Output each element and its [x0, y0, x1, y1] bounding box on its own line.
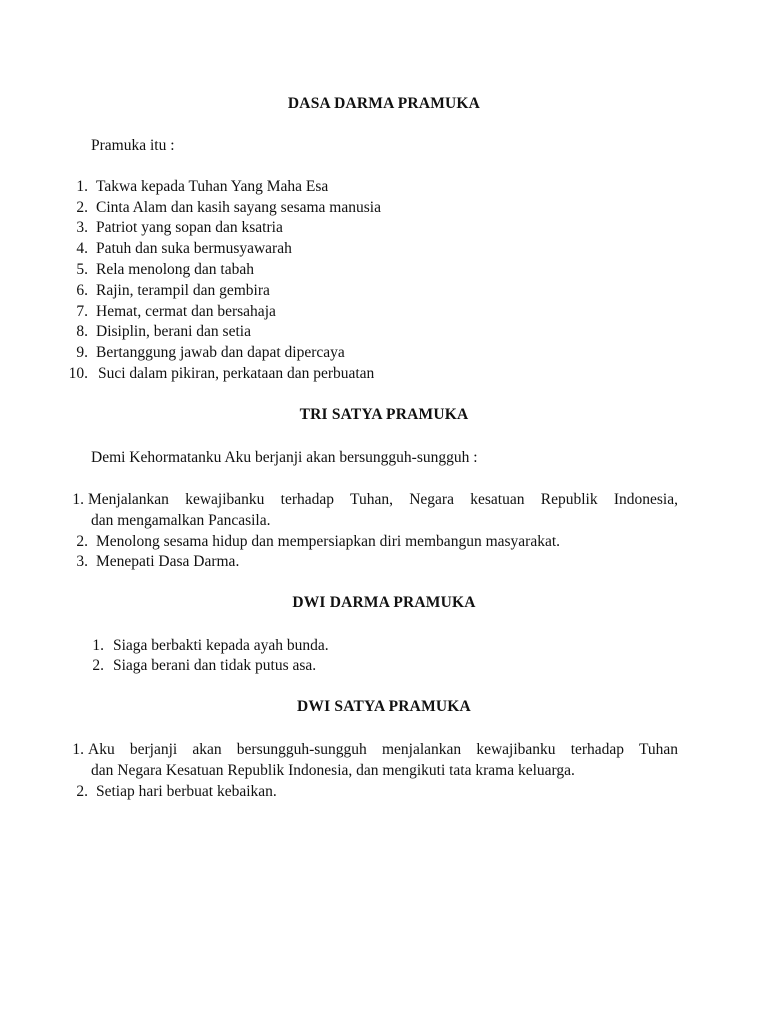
list-item-number: 5. [76, 261, 88, 278]
list-item-number: 1. [76, 178, 88, 195]
list-item-text: Siaga berani dan tidak putus asa. [113, 657, 317, 674]
list-item-text: Disiplin, berani dan setia [96, 323, 251, 340]
list-item-text: Menjalankan kewajibanku terhadap Tuhan, Negara kesatuan Republik Indonesia, [88, 491, 678, 508]
tri-satya-title: TRI SATYA PRAMUKA [299, 406, 469, 423]
list-item-number: 1. [92, 637, 104, 654]
list-item-number: 10. [68, 365, 88, 382]
list-item-number: 3. [76, 553, 88, 570]
list-item-number: 2. [76, 199, 88, 216]
list-item-text: Menolong sesama hidup dan mempersiapkan diri membangun masyarakat. [96, 533, 561, 550]
list-item-number: 7. [76, 303, 88, 320]
list-item-text: Rela menolong dan tabah [96, 261, 254, 278]
list-item-number: 6. [76, 282, 88, 299]
tri-satya-intro: Demi Kehormatanku Aku berjanji akan bersungguh-sungguh : [91, 449, 478, 466]
list-item-number: 1. [72, 491, 84, 508]
list-item-number: 8. [76, 323, 88, 340]
list-item-number: 2. [76, 533, 88, 550]
list-item-number: 2. [76, 783, 88, 800]
dasa-darma-title: DASA DARMA PRAMUKA [287, 95, 481, 112]
list-item-text: Patriot yang sopan dan ksatria [96, 219, 283, 236]
list-item-number: 1. [72, 741, 84, 758]
dwi-darma-title: DWI DARMA PRAMUKA [292, 594, 476, 611]
list-item-text: Hemat, cermat dan bersahaja [96, 303, 276, 320]
dasa-darma-intro: Pramuka itu : [91, 137, 175, 154]
list-item-text-continued: dan mengamalkan Pancasila. [91, 512, 271, 529]
list-item-text: Patuh dan suka bermusyawarah [96, 240, 292, 257]
list-item-number: 9. [76, 344, 88, 361]
list-item-text: Aku berjanji akan bersungguh-sungguh menjalankan kewajibanku terhadap Tuhan [88, 741, 678, 758]
list-item-text: Suci dalam pikiran, perkataan dan perbuatan [98, 365, 375, 382]
list-item-text-continued: dan Negara Kesatuan Republik Indonesia, dan mengikuti tata krama keluarga. [91, 762, 575, 779]
list-item-text: Menepati Dasa Darma. [96, 553, 240, 570]
list-item-text: Takwa kepada Tuhan Yang Maha Esa [96, 178, 329, 195]
list-item-text: Bertanggung jawab dan dapat dipercaya [96, 344, 345, 361]
list-item-number: 3. [76, 219, 88, 236]
list-item-text: Siaga berbakti kepada ayah bunda. [113, 637, 329, 654]
list-item-number: 2. [92, 657, 104, 674]
list-item-text: Setiap hari berbuat kebaikan. [96, 783, 277, 800]
list-item-text: Cinta Alam dan kasih sayang sesama manusia [96, 199, 381, 216]
dwi-satya-title: DWI SATYA PRAMUKA [297, 698, 471, 715]
list-item-text: Rajin, terampil dan gembira [96, 282, 270, 299]
list-item-number: 4. [76, 240, 88, 257]
